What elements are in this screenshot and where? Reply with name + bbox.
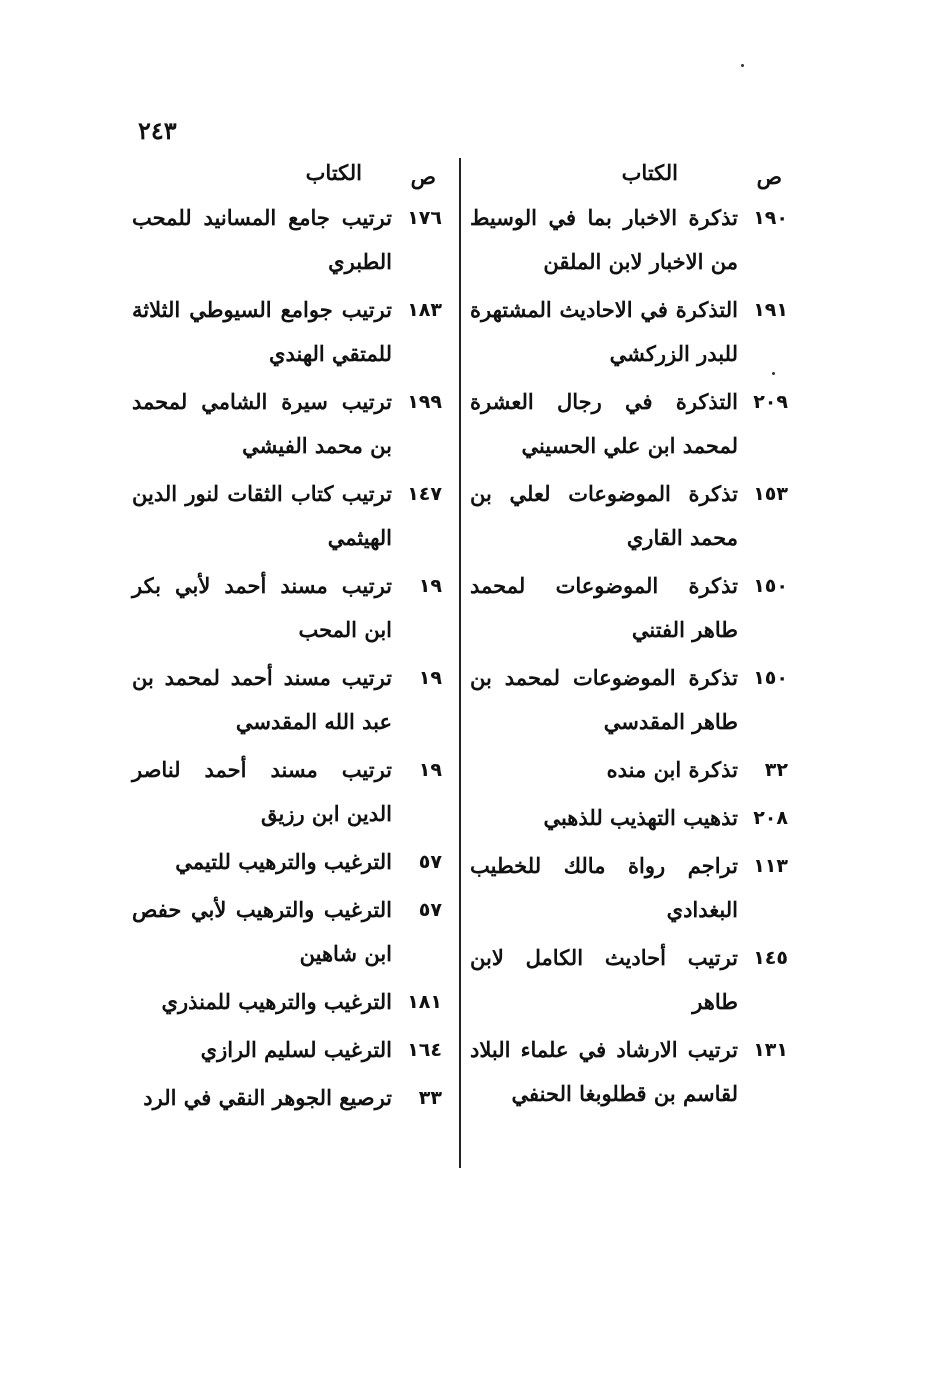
entry-title: ترتيب جامع المسانيد للمحب الطبري [132,205,392,274]
index-entry [132,656,442,744]
index-entry [470,380,788,468]
index-entry [132,1076,442,1120]
entry-page-number: ٥٧ [418,899,442,921]
entry-page-number: ١٦٤ [407,1039,442,1061]
index-entry [470,1028,788,1116]
entry-title: تذكرة ابن منده [606,757,738,782]
entry-page-number: ١٩ [418,759,442,781]
entry-title: التذكرة في الاحاديث المشتهرة للبدر الزركشي [470,297,738,366]
entry-title: ترتيب كتاب الثقات لنور الدين الهيثمي [132,481,392,550]
index-entry [132,564,442,652]
index-entry [470,936,788,1024]
entry-title: تذكرة الموضوعات لعلي بن محمد القاري [470,481,738,550]
entry-title: ترتيب أحاديث الكامل لابن طاهر [470,945,738,1014]
index-entry [132,980,442,1024]
entry-title: ترتيب مسند أحمد لمحمد بن عبد الله المقدسي [132,665,392,734]
entry-page-number: ١٨١ [407,991,442,1013]
index-entry [132,888,442,976]
index-entry [132,380,442,468]
entry-page-number: ٢٠٩ [753,391,788,413]
entry-page-number: ١٤٧ [407,483,442,505]
column-header [470,160,788,196]
column-header [132,160,442,196]
entry-title: ترتيب سيرة الشامي لمحمد بن محمد الفيشي [132,389,392,458]
entry-page-number: ٣٣ [418,1087,442,1109]
entry-title: تراجم رواة مالك للخطيب البغدادي [470,853,738,922]
index-entry [470,656,788,744]
entry-page-number: ١٥٠ [753,667,788,689]
index-entry [132,748,442,836]
page-column-label: ص [410,164,436,189]
entry-title: الترغيب والترهيب للمنذري [161,989,392,1014]
entry-page-number: ١٣١ [753,1039,788,1061]
index-entry [132,840,442,884]
index-entry [470,796,788,840]
index-entry [132,1028,442,1072]
entry-page-number: ١٩٠ [753,207,788,229]
entry-page-number: ١٩١ [753,299,788,321]
entry-page-number: ١٩٩ [407,391,442,413]
entry-title: ترتيب الارشاد في علماء البلاد لقاسم بن قطلوبغا الحنفي [470,1037,738,1106]
entry-title: الترغيب والترهيب للتيمي [175,849,392,874]
column-divider [459,158,461,1168]
index-entry [470,564,788,652]
index-entry [470,196,788,284]
entry-page-number: ٢٠٨ [753,807,788,829]
entry-title: التذكرة في رجال العشرة لمحمد ابن علي الحسيني [470,389,738,458]
index-column-left [132,160,442,1124]
entry-title: الترغيب لسليم الرازي [200,1037,392,1062]
entry-page-number: ٣٢ [764,759,788,781]
entry-page-number: ١٩ [418,667,442,689]
index-entry [470,472,788,560]
entry-page-number: ٥٧ [418,851,442,873]
entry-title: تذهيب التهذيب للذهبي [543,805,738,830]
book-column-label: الكتاب [621,160,678,185]
entry-title: تذكرة الموضوعات لمحمد طاهر الفتني [470,573,738,642]
entry-title: ترتيب مسند أحمد لناصر الدين ابن رزيق [132,757,392,826]
entry-title: الترغيب والترهيب لأبي حفص ابن شاهين [132,897,392,966]
index-entry [132,472,442,560]
index-entry [132,288,442,376]
entry-page-number: ١٩ [418,575,442,597]
entry-title: ترتيب مسند أحمد لأبي بكر ابن المحب [132,573,392,642]
entry-page-number: ١١٣ [753,855,788,877]
page-column-label: ص [756,164,782,189]
entry-title: تذكرة الموضوعات لمحمد بن طاهر المقدسي [470,665,738,734]
entry-page-number: ١٧٦ [407,207,442,229]
index-entry [132,196,442,284]
index-entry [470,288,788,376]
entry-page-number: ١٥٣ [753,483,788,505]
entry-page-number: ١٨٣ [407,299,442,321]
entry-title: ترصيع الجوهر النقي في الرد [143,1085,392,1110]
entry-title: تذكرة الاخبار بما في الوسيط من الاخبار لابن الملقن [470,205,738,274]
stray-dot-mark [741,64,744,67]
entry-title: ترتيب جوامع السيوطي الثلاثة للمتقي الهندي [132,297,392,366]
entry-page-number: ١٤٥ [753,947,788,969]
page-number: ٢٤٣ [138,116,177,145]
index-entry [470,844,788,932]
book-column-label: الكتاب [305,160,362,185]
index-entry [470,748,788,792]
entry-page-number: ١٥٠ [753,575,788,597]
index-column-right [470,160,788,1120]
